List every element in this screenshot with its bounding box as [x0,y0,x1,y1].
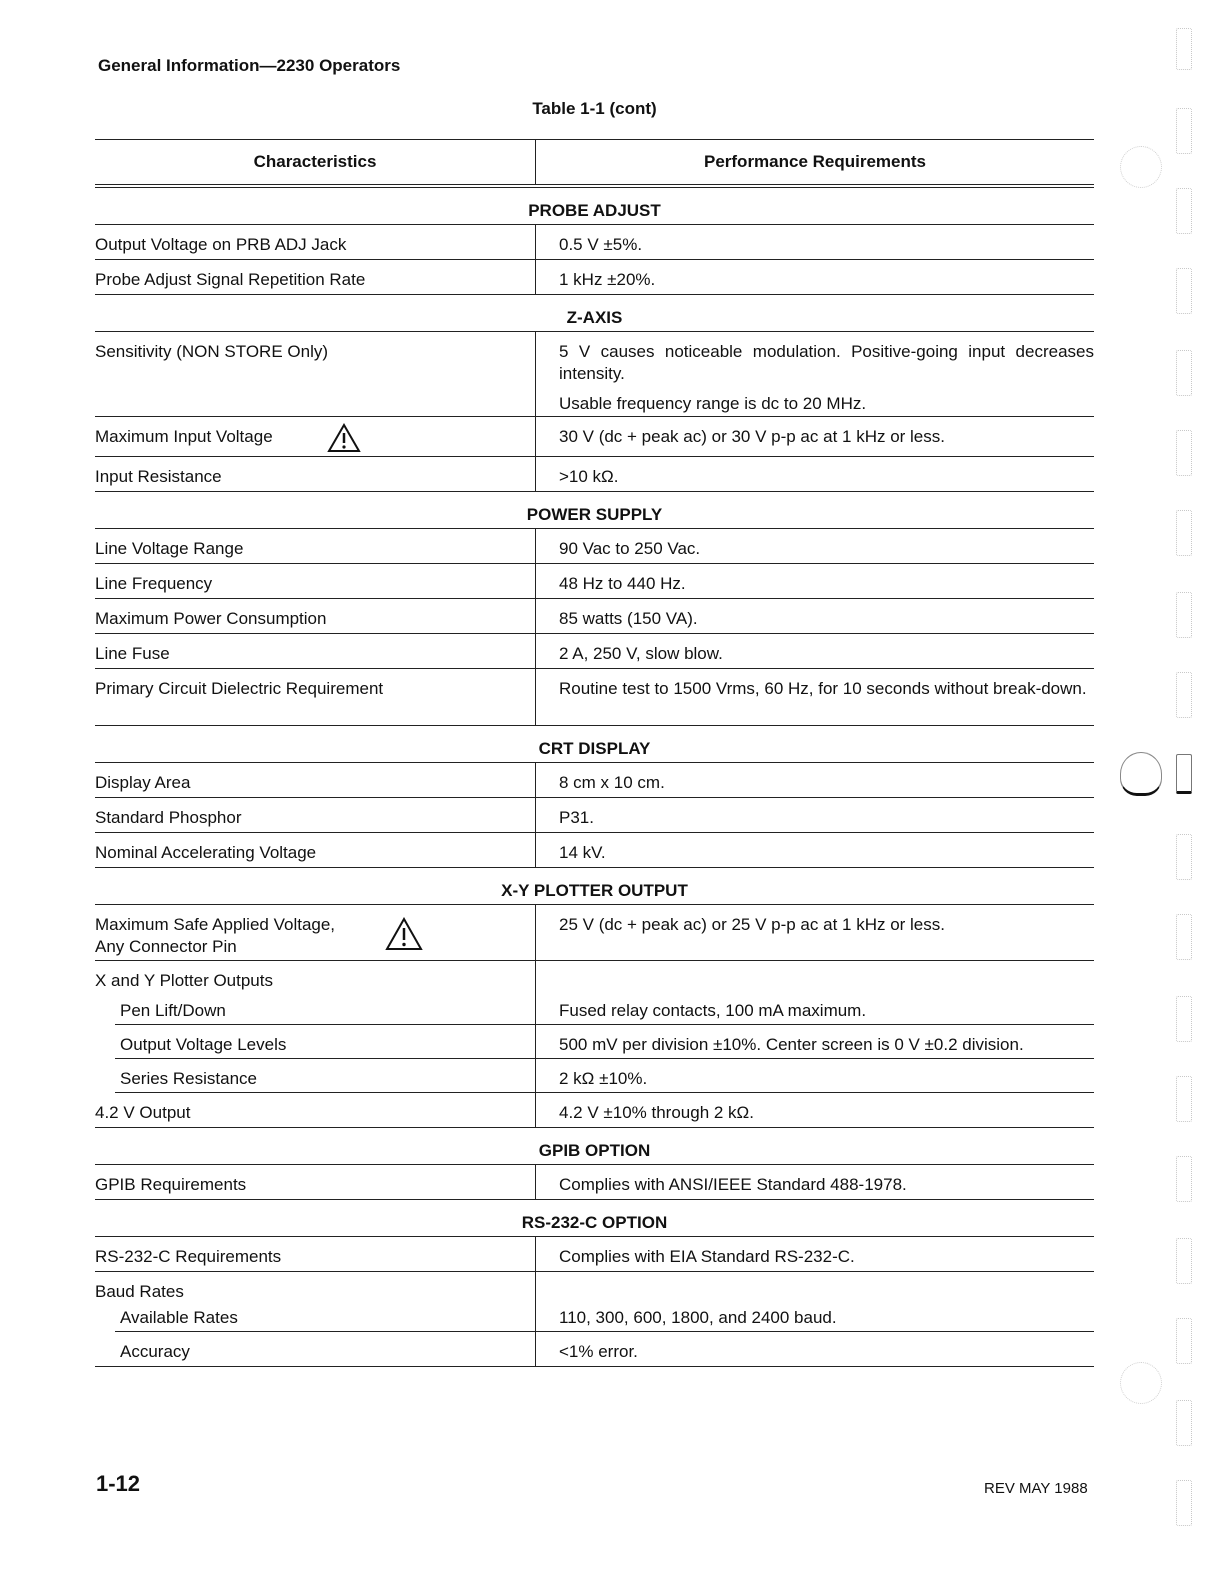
requirement-cell: 2 A, 250 V, slow blow. [535,634,1094,668]
table-row [95,564,1094,599]
characteristic-subcell: Accuracy [120,1342,190,1361]
characteristic-cell: X and Y Plotter Outputs [95,971,273,990]
binder-slot [1176,510,1192,556]
table-row [95,669,1094,726]
punch-hole-mark [1120,1362,1162,1404]
binder-slot [1176,188,1192,234]
table-row [95,833,1094,868]
table-row [95,905,1094,961]
requirement-cell: 85 watts (150 VA). [535,599,1094,633]
table-row [95,798,1094,833]
binder-slot [1176,350,1192,396]
column-header-characteristics: Characteristics [253,152,377,171]
table-row [95,225,1094,260]
binder-slot [1176,592,1192,638]
binder-slot [1176,996,1192,1042]
requirement-cell: 1 kHz ±20%. [535,260,1094,294]
column-header-performance: Performance Requirements [535,140,1094,184]
characteristic-subcell: Pen Lift/Down [115,991,535,1025]
table-subrow [95,1298,1094,1332]
characteristic-cell: Line Fuse [95,644,170,663]
revision-label: REV MAY 1988 [984,1480,1088,1497]
section-title-z-axis: Z-AXIS [95,295,1094,332]
characteristic-cell [95,905,535,960]
binder-slot [1176,672,1192,718]
binder-slot [1176,1156,1192,1202]
table-row [95,599,1094,634]
requirement-cell: Complies with ANSI/IEEE Standard 488-1978. [535,1165,1094,1199]
section-title-crt-display: CRT DISPLAY [95,726,1094,763]
section-title-power-supply: POWER SUPPLY [95,492,1094,529]
requirement-cell: 0.5 V ±5%. [535,225,1094,259]
table-row [95,763,1094,798]
requirement-cell: >10 kΩ. [535,457,1094,491]
binder-slot [1176,1480,1192,1526]
requirement-text: Usable frequency range is dc to 20 MHz. [559,394,867,413]
table-caption: Table 1-1 (cont) [532,99,657,118]
requirement-cell [535,1272,1094,1298]
table-header-row [95,139,1094,188]
requirement-cell: 90 Vac to 250 Vac. [535,529,1094,563]
characteristic-text: Maximum Safe Applied Voltage, [95,915,336,934]
characteristic-cell: Maximum Power Consumption [95,609,327,628]
warning-triangle-icon [385,917,423,951]
table-row [95,1093,1094,1128]
binder-slot [1176,1076,1192,1122]
punch-hole-mark [1120,752,1162,796]
characteristic-cell: Standard Phosphor [95,808,242,827]
table-subrow [95,1059,1094,1093]
characteristic-cell: Line Voltage Range [95,539,244,558]
characteristic-cell: Output Voltage on PRB ADJ Jack [95,235,347,254]
requirement-cell: Complies with EIA Standard RS-232-C. [535,1237,1094,1271]
characteristic-subcell: Output Voltage Levels [115,1025,535,1059]
binder-slot [1176,834,1192,880]
requirement-cell: 14 kV. [535,833,1094,867]
binder-slot [1176,1238,1192,1284]
punch-hole-mark [1120,146,1162,188]
table-subrow [95,991,1094,1025]
requirement-cell: Routine test to 1500 Vrms, 60 Hz, for 10 seconds without break-down. [535,669,1094,725]
characteristic-subcell: Series Resistance [115,1059,535,1093]
requirement-cell: Fused relay contacts, 100 mA maximum. [535,991,1094,1025]
binder-slot [1176,1318,1192,1364]
binder-slot [1176,28,1192,70]
requirement-text: 5 V causes noticeable modulation. Positive-going input decreases intensity. [559,342,1094,383]
table-row [95,1165,1094,1200]
table-row [95,1272,1094,1301]
characteristic-cell: Baud Rates [95,1282,184,1301]
requirement-cell: P31. [535,798,1094,832]
requirement-cell: 30 V (dc + peak ac) or 30 V p-p ac at 1 kHz or less. [535,417,1094,456]
table-row [95,417,1094,457]
requirement-cell: <1% error. [535,1332,1094,1366]
table-row [95,961,1094,991]
characteristic-cell: Sensitivity (NON STORE Only) [95,342,329,361]
section-title-probe-adjust: PROBE ADJUST [95,188,1094,225]
table-row [95,457,1094,492]
characteristic-cell: RS-232-C Requirements [95,1247,282,1266]
binder-edge [1172,0,1202,1578]
binder-slot [1176,914,1192,960]
binder-slot [1176,108,1192,154]
characteristic-cell: Display Area [95,773,191,792]
characteristic-subcell: Available Rates [115,1298,535,1332]
characteristic-text: Maximum Input Voltage [95,427,273,446]
requirement-cell: 500 mV per division ±10%. Center screen is 0 V ±0.2 division. [535,1025,1094,1059]
table-row [95,332,1094,417]
spec-table [95,139,1094,1367]
table-row [95,1237,1094,1272]
section-title-gpib-option: GPIB OPTION [95,1128,1094,1165]
characteristic-cell: 4.2 V Output [95,1103,191,1122]
characteristic-cell: Line Frequency [95,574,213,593]
characteristic-cell: Input Resistance [95,467,222,486]
section-title-rs232c-option: RS-232-C OPTION [95,1200,1094,1237]
characteristic-cell: Primary Circuit Dielectric Requirement [95,679,384,698]
binder-slot [1176,430,1192,476]
requirement-cell: 4.2 V ±10% through 2 kΩ. [535,1093,1094,1127]
page-number: 1-12 [96,1471,141,1496]
binder-slot [1176,1400,1192,1446]
requirement-cell: 48 Hz to 440 Hz. [535,564,1094,598]
requirement-cell: 2 kΩ ±10%. [535,1059,1094,1093]
table-row [95,529,1094,564]
characteristic-text: Any Connector Pin [95,937,237,956]
requirement-cell: 110, 300, 600, 1800, and 2400 baud. [535,1298,1094,1332]
characteristic-cell: Nominal Accelerating Voltage [95,843,317,862]
page-header-title: General Information—2230 Operators [98,56,401,75]
characteristic-cell [95,417,535,456]
warning-triangle-icon [327,423,361,453]
binder-slot [1176,754,1192,794]
requirement-cell [535,332,1094,416]
characteristic-cell: Probe Adjust Signal Repetition Rate [95,270,366,289]
section-title-xy-plotter-output: X-Y PLOTTER OUTPUT [95,868,1094,905]
table-row [95,1332,1094,1367]
requirement-cell: 25 V (dc + peak ac) or 25 V p-p ac at 1 kHz or less. [535,905,1094,960]
table-row [95,260,1094,295]
table-subrow [95,1025,1094,1059]
binder-slot [1176,268,1192,314]
requirement-cell: 8 cm x 10 cm. [535,763,1094,797]
requirement-cell [535,961,1094,991]
characteristic-cell: GPIB Requirements [95,1175,247,1194]
table-row [95,634,1094,669]
